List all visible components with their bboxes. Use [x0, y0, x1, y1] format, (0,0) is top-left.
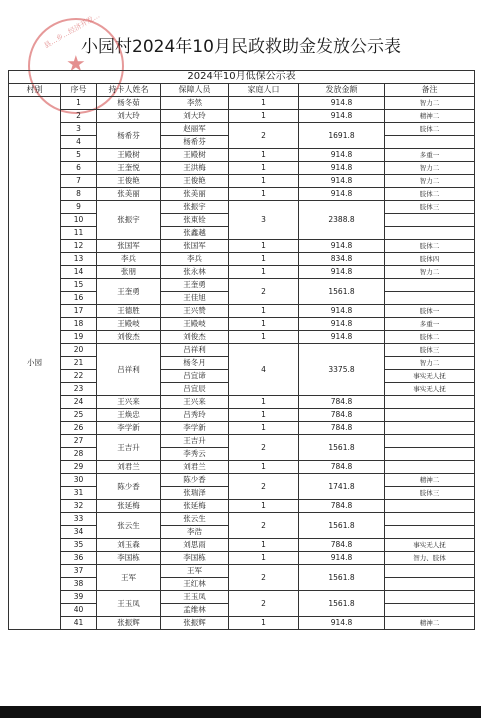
household-size-cell: 1 [229, 396, 299, 409]
remark-cell [385, 565, 475, 578]
cardholder-cell: 张国军 [97, 240, 161, 253]
serial-number-cell: 32 [61, 500, 97, 513]
cardholder-cell: 王吉升 [97, 435, 161, 461]
remark-cell: 事实无人抚 [385, 383, 475, 396]
remark-cell: 事实无人抚 [385, 370, 475, 383]
household-size-cell: 1 [229, 409, 299, 422]
remark-cell [385, 136, 475, 149]
household-size-cell: 1 [229, 149, 299, 162]
member-cell: 王俊艳 [161, 175, 229, 188]
household-size-cell: 1 [229, 240, 299, 253]
bottom-edge [0, 706, 481, 718]
cardholder-cell: 杨希芬 [97, 123, 161, 149]
table-row [9, 552, 475, 565]
allowance-table [8, 70, 475, 630]
member-cell: 王军 [161, 565, 229, 578]
cardholder-cell: 王奎悦 [97, 162, 161, 175]
member-cell: 陈少香 [161, 474, 229, 487]
member-cell: 刘俊杰 [161, 331, 229, 344]
serial-number-cell: 5 [61, 149, 97, 162]
village-cell: 小园 [9, 97, 61, 630]
household-size-cell: 4 [229, 344, 299, 396]
member-cell: 李国栋 [161, 552, 229, 565]
household-size-cell: 3 [229, 201, 299, 240]
household-size-cell: 1 [229, 318, 299, 331]
amount-cell: 834.8 [299, 253, 385, 266]
serial-number-cell: 41 [61, 617, 97, 630]
member-cell: 孟维林 [161, 604, 229, 617]
serial-number-cell: 31 [61, 487, 97, 500]
table-row [9, 500, 475, 513]
household-size-cell: 1 [229, 110, 299, 123]
member-cell: 刘思雨 [161, 539, 229, 552]
cardholder-cell: 杨冬茹 [97, 97, 161, 110]
table-header-row [9, 84, 475, 97]
member-cell: 张振辉 [161, 617, 229, 630]
cardholder-cell: 王玉凤 [97, 591, 161, 617]
amount-cell: 3375.8 [299, 344, 385, 396]
member-cell: 王兴来 [161, 396, 229, 409]
serial-number-cell: 37 [61, 565, 97, 578]
amount-cell: 1561.8 [299, 591, 385, 617]
household-size-cell: 1 [229, 539, 299, 552]
remark-cell: 肢体三 [385, 201, 475, 214]
household-size-cell: 1 [229, 188, 299, 201]
serial-number-cell: 26 [61, 422, 97, 435]
amount-cell: 1561.8 [299, 435, 385, 461]
remark-cell: 多重一 [385, 318, 475, 331]
serial-number-cell: 10 [61, 214, 97, 227]
amount-cell: 914.8 [299, 617, 385, 630]
remark-cell [385, 448, 475, 461]
cardholder-cell: 李国栋 [97, 552, 161, 565]
cardholder-cell: 王殿树 [97, 149, 161, 162]
member-cell: 王洪梅 [161, 162, 229, 175]
serial-number-cell: 4 [61, 136, 97, 149]
remark-cell [385, 526, 475, 539]
table-row [9, 253, 475, 266]
member-cell: 王玉凤 [161, 591, 229, 604]
member-cell: 张云生 [161, 513, 229, 526]
table-row [9, 279, 475, 292]
remark-cell [385, 591, 475, 604]
amount-cell: 784.8 [299, 422, 385, 435]
remark-cell: 肢体一 [385, 305, 475, 318]
serial-number-cell: 11 [61, 227, 97, 240]
cardholder-cell: 王殿岐 [97, 318, 161, 331]
member-cell: 王殿树 [161, 149, 229, 162]
member-cell: 刘君兰 [161, 461, 229, 474]
household-size-cell: 1 [229, 175, 299, 188]
remark-cell: 肢体二 [385, 331, 475, 344]
amount-cell: 784.8 [299, 500, 385, 513]
amount-cell: 914.8 [299, 149, 385, 162]
remark-cell: 肢体四 [385, 253, 475, 266]
household-size-cell: 1 [229, 331, 299, 344]
amount-cell: 1741.8 [299, 474, 385, 500]
remark-cell: 智力、肢体 [385, 552, 475, 565]
serial-number-cell: 34 [61, 526, 97, 539]
cardholder-cell: 王俊艳 [97, 175, 161, 188]
column-header: 备注 [385, 84, 475, 97]
cardholder-cell: 张振宇 [97, 201, 161, 240]
remark-cell [385, 279, 475, 292]
table-row [9, 97, 475, 110]
serial-number-cell: 18 [61, 318, 97, 331]
remark-cell: 事实无人抚 [385, 539, 475, 552]
cardholder-cell: 张延梅 [97, 500, 161, 513]
serial-number-cell: 22 [61, 370, 97, 383]
column-header: 发放金额 [299, 84, 385, 97]
member-cell: 王佳旭 [161, 292, 229, 305]
cardholder-cell: 刘俊杰 [97, 331, 161, 344]
member-cell: 李浩 [161, 526, 229, 539]
amount-cell: 1561.8 [299, 565, 385, 591]
household-size-cell: 1 [229, 97, 299, 110]
serial-number-cell: 3 [61, 123, 97, 136]
cardholder-cell: 王奎勇 [97, 279, 161, 305]
remark-cell: 肢体三 [385, 487, 475, 500]
table-row [9, 435, 475, 448]
household-size-cell: 1 [229, 266, 299, 279]
member-cell: 王吉升 [161, 435, 229, 448]
serial-number-cell: 9 [61, 201, 97, 214]
table-row [9, 331, 475, 344]
member-cell: 刘大玲 [161, 110, 229, 123]
amount-cell: 914.8 [299, 305, 385, 318]
cardholder-cell: 刘君兰 [97, 461, 161, 474]
household-size-cell: 2 [229, 565, 299, 591]
serial-number-cell: 24 [61, 396, 97, 409]
remark-cell: 肢体二 [385, 188, 475, 201]
remark-cell [385, 409, 475, 422]
amount-cell: 784.8 [299, 409, 385, 422]
household-size-cell: 1 [229, 422, 299, 435]
household-size-cell: 1 [229, 617, 299, 630]
remark-cell [385, 422, 475, 435]
serial-number-cell: 17 [61, 305, 97, 318]
member-cell: 张東铨 [161, 214, 229, 227]
cardholder-cell: 刘玉森 [97, 539, 161, 552]
remark-cell [385, 578, 475, 591]
member-cell: 吕秀玲 [161, 409, 229, 422]
member-cell: 张永林 [161, 266, 229, 279]
amount-cell: 2388.8 [299, 201, 385, 240]
member-cell: 李兵 [161, 253, 229, 266]
remark-cell [385, 435, 475, 448]
amount-cell: 914.8 [299, 318, 385, 331]
member-cell: 张振宇 [161, 201, 229, 214]
household-size-cell: 2 [229, 279, 299, 305]
member-cell: 李学新 [161, 422, 229, 435]
remark-cell [385, 604, 475, 617]
serial-number-cell: 19 [61, 331, 97, 344]
table-caption-row [9, 71, 475, 84]
member-cell: 李然 [161, 97, 229, 110]
page-title: 小园村2024年10月民政救助金发放公示表 [81, 37, 401, 57]
table-row [9, 123, 475, 136]
serial-number-cell: 35 [61, 539, 97, 552]
household-size-cell: 2 [229, 474, 299, 500]
household-size-cell: 1 [229, 552, 299, 565]
table-row [9, 110, 475, 123]
serial-number-cell: 7 [61, 175, 97, 188]
member-cell: 吕祥利 [161, 344, 229, 357]
remark-cell: 智力二 [385, 357, 475, 370]
cardholder-cell: 张美丽 [97, 188, 161, 201]
amount-cell: 914.8 [299, 240, 385, 253]
cardholder-cell: 张朋 [97, 266, 161, 279]
serial-number-cell: 23 [61, 383, 97, 396]
serial-number-cell: 30 [61, 474, 97, 487]
member-cell: 王殿岐 [161, 318, 229, 331]
serial-number-cell: 39 [61, 591, 97, 604]
cardholder-cell: 王军 [97, 565, 161, 591]
table-row [9, 617, 475, 630]
remark-cell [385, 461, 475, 474]
serial-number-cell: 14 [61, 266, 97, 279]
household-size-cell: 2 [229, 435, 299, 461]
household-size-cell: 1 [229, 253, 299, 266]
serial-number-cell: 15 [61, 279, 97, 292]
serial-number-cell: 27 [61, 435, 97, 448]
remark-cell [385, 292, 475, 305]
column-header: 家庭人口 [229, 84, 299, 97]
serial-number-cell: 40 [61, 604, 97, 617]
amount-cell: 914.8 [299, 110, 385, 123]
household-size-cell: 2 [229, 123, 299, 149]
cardholder-cell: 王兴来 [97, 396, 161, 409]
serial-number-cell: 8 [61, 188, 97, 201]
member-cell: 张瑞泽 [161, 487, 229, 500]
column-header: 村别 [9, 84, 61, 97]
amount-cell: 784.8 [299, 396, 385, 409]
table-row [9, 591, 475, 604]
remark-cell: 肢体三 [385, 344, 475, 357]
remark-cell: 精神二 [385, 110, 475, 123]
amount-cell: 914.8 [299, 552, 385, 565]
remark-cell: 智力二 [385, 175, 475, 188]
serial-number-cell: 28 [61, 448, 97, 461]
amount-cell: 914.8 [299, 162, 385, 175]
remark-cell [385, 227, 475, 240]
cardholder-cell: 王焕忠 [97, 409, 161, 422]
serial-number-cell: 25 [61, 409, 97, 422]
table-row [9, 305, 475, 318]
serial-number-cell: 36 [61, 552, 97, 565]
member-cell: 吕宜谛 [161, 370, 229, 383]
serial-number-cell: 6 [61, 162, 97, 175]
column-header: 持卡人姓名 [97, 84, 161, 97]
table-row [9, 188, 475, 201]
remark-cell [385, 500, 475, 513]
cardholder-cell: 张云生 [97, 513, 161, 539]
seal-text: 县…乡…经济开发… [42, 11, 102, 50]
serial-number-cell: 16 [61, 292, 97, 305]
household-size-cell: 1 [229, 162, 299, 175]
amount-cell: 914.8 [299, 175, 385, 188]
column-header: 序号 [61, 84, 97, 97]
serial-number-cell: 13 [61, 253, 97, 266]
amount-cell: 914.8 [299, 97, 385, 110]
member-cell: 李秀云 [161, 448, 229, 461]
amount-cell: 914.8 [299, 266, 385, 279]
table-row [9, 513, 475, 526]
amount-cell: 1561.8 [299, 513, 385, 539]
household-size-cell: 1 [229, 500, 299, 513]
remark-cell: 肢体二 [385, 240, 475, 253]
table-body [9, 71, 475, 630]
remark-cell: 多重一 [385, 149, 475, 162]
member-cell: 吕宜辰 [161, 383, 229, 396]
serial-number-cell: 1 [61, 97, 97, 110]
member-cell: 王兴赞 [161, 305, 229, 318]
remark-cell: 智力二 [385, 162, 475, 175]
household-size-cell: 2 [229, 591, 299, 617]
amount-cell: 784.8 [299, 539, 385, 552]
member-cell: 张延梅 [161, 500, 229, 513]
cardholder-cell: 王德胜 [97, 305, 161, 318]
table-row [9, 461, 475, 474]
table-row [9, 409, 475, 422]
cardholder-cell: 李学新 [97, 422, 161, 435]
cardholder-cell: 张振辉 [97, 617, 161, 630]
member-cell: 赵丽军 [161, 123, 229, 136]
remark-cell: 智力二 [385, 266, 475, 279]
table-row [9, 474, 475, 487]
table-row [9, 162, 475, 175]
member-cell: 杨希芬 [161, 136, 229, 149]
table-row [9, 240, 475, 253]
column-header: 保障人员 [161, 84, 229, 97]
cardholder-cell: 李兵 [97, 253, 161, 266]
remark-cell [385, 396, 475, 409]
table-row [9, 396, 475, 409]
member-cell: 张鑫越 [161, 227, 229, 240]
serial-number-cell: 12 [61, 240, 97, 253]
remark-cell: 精神二 [385, 474, 475, 487]
cardholder-cell: 吕祥利 [97, 344, 161, 396]
table-caption: 2024年10月低保公示表 [9, 71, 475, 84]
table-row [9, 565, 475, 578]
table-row [9, 266, 475, 279]
seal-star-icon: ★ [66, 52, 86, 77]
cardholder-cell: 陈少香 [97, 474, 161, 500]
table-row [9, 175, 475, 188]
serial-number-cell: 20 [61, 344, 97, 357]
member-cell: 杨冬月 [161, 357, 229, 370]
remark-cell: 精神二 [385, 617, 475, 630]
household-size-cell: 1 [229, 461, 299, 474]
household-size-cell: 1 [229, 305, 299, 318]
remark-cell: 肢体二 [385, 123, 475, 136]
serial-number-cell: 33 [61, 513, 97, 526]
serial-number-cell: 2 [61, 110, 97, 123]
serial-number-cell: 29 [61, 461, 97, 474]
amount-cell: 1561.8 [299, 279, 385, 305]
amount-cell: 914.8 [299, 188, 385, 201]
serial-number-cell: 21 [61, 357, 97, 370]
member-cell: 王红林 [161, 578, 229, 591]
table-row [9, 149, 475, 162]
household-size-cell: 2 [229, 513, 299, 539]
remark-cell [385, 513, 475, 526]
member-cell: 王奎勇 [161, 279, 229, 292]
table-row [9, 422, 475, 435]
table-row [9, 539, 475, 552]
table-row [9, 201, 475, 214]
table-row [9, 318, 475, 331]
amount-cell: 914.8 [299, 331, 385, 344]
amount-cell: 1691.8 [299, 123, 385, 149]
remark-cell: 智力二 [385, 97, 475, 110]
member-cell: 张美丽 [161, 188, 229, 201]
cardholder-cell: 刘大玲 [97, 110, 161, 123]
remark-cell [385, 214, 475, 227]
table-row [9, 344, 475, 357]
serial-number-cell: 38 [61, 578, 97, 591]
member-cell: 张国军 [161, 240, 229, 253]
amount-cell: 784.8 [299, 461, 385, 474]
